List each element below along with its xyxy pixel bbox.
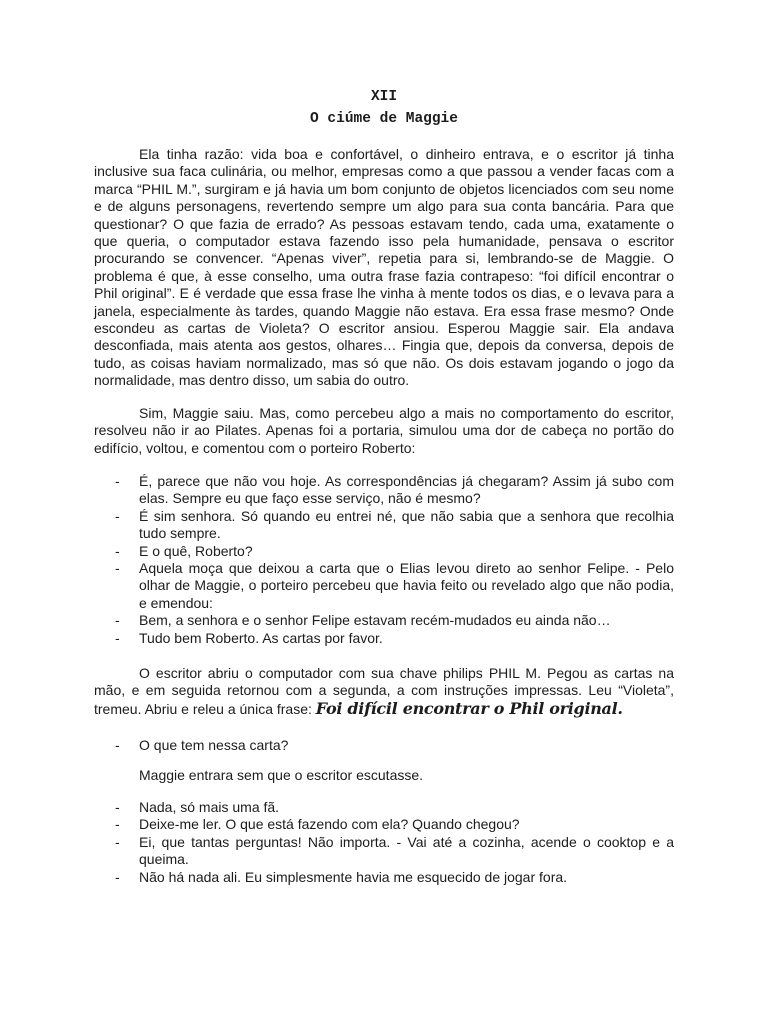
paragraph-3-text: O escritor abriu o computador com sua chave philips PHIL M. Pegou as cartas na mão, e em seguida retornou com a segunda, a com instruções impressas. Leu “Violeta”, tremeu. Abriu e releu a única frase:	[94, 665, 674, 717]
dialogue-line: - Aquela moça que deixou a carta que o Elias levou direto ao senhor Felipe. - Pelo olhar de Maggie, o porteiro percebeu que havia feito ou revelado algo que não podia, e emendou:	[94, 560, 674, 612]
dialogue-line: - É sim senhora. Só quando eu entrei né, que não sabia que a senhora que recolhia tudo sempre.	[94, 508, 674, 543]
dialogue-line: - E o quê, Roberto?	[94, 543, 674, 560]
paragraph-3	[94, 665, 674, 718]
paragraph-1: Ela tinha razão: vida boa e confortável, o dinheiro entrava, e o escritor já tinha inclusive sua faca culinária, ou melhor, empresas como a que passou a vender facas com a marca “PHIL M.”, surgiram e já havia um bom conjunto de objetos licenciados com seu nome e de alguns personagens, revertendo sempre um algo para sua conta bancária. Para que questionar? O que fazia de errado? As pessoas estavam tendo, cada uma, exatamente o que queria, o computador estava fazendo isso pela humanidade, pensava o escritor procurando se convencer. “Apenas viver”, repetia para si, lembrando-se de Maggie. O problema é que, à esse conselho, uma outra frase fazia contrapeso: “foi difícil encontrar o Phil original”. E é verdade que essa frase lhe vinha à mente todos os dias, e o levava para a janela, especialmente às tardes, quando Maggie não estava. Era essa frase mesmo? Onde escondeu as cartas de Violeta? O escritor ansiou. Esperou Maggie sair. Ela andava desconfiada, mais atenta aos gestos, olhares… Fingia que, depois da conversa, depois de tudo, as coisas haviam normalizado, mas só que não. Os dois estavam jogando o jogo da normalidade, mas dentro disso, um sabia do outro.	[94, 146, 674, 389]
dialogue-line: - Nada, só mais uma fã.	[94, 799, 674, 816]
dialogue-line: - Tudo bem Roberto. As cartas por favor.	[94, 630, 674, 647]
dialogue-line: - É, parece que não vou hoje. As correspondências já chegaram? Assim já subo com elas. Sempre eu que faço esse serviço, não é mesmo?	[94, 473, 674, 508]
dialogue-line: - Ei, que tantas perguntas! Não importa. - Vai até a cozinha, acende o cooktop e a queima.	[94, 834, 674, 869]
chapter-title: O ciúme de Maggie	[310, 111, 458, 127]
dialogue-line: - O que tem nessa carta?	[94, 737, 674, 754]
handwritten-quote: Foi difícil encontrar o Phil original.	[315, 698, 623, 718]
dialogue-line: - Deixe-me ler. O que está fazendo com ela? Quando chegou?	[94, 816, 674, 833]
paragraph-4: Maggie entrara sem que o escritor escutasse.	[139, 767, 424, 783]
chapter-number: XII	[370, 89, 398, 105]
paragraph-2: Sim, Maggie saiu. Mas, como percebeu algo a mais no comportamento do escritor, resolveu não ir ao Pilates. Apenas foi a portaria, simulou uma dor de cabeça no portão do edifício, voltou, e comentou com o porteiro Roberto:	[94, 405, 674, 456]
dialogue-list-3	[94, 799, 674, 886]
dialogue-list-1	[94, 473, 674, 647]
dialogue-list-2	[94, 737, 674, 754]
dialogue-line: - Não há nada ali. Eu simplesmente havia me esquecido de jogar fora.	[94, 869, 674, 886]
dialogue-line: - Bem, a senhora e o senhor Felipe estavam recém-mudados eu ainda não…	[94, 612, 674, 629]
